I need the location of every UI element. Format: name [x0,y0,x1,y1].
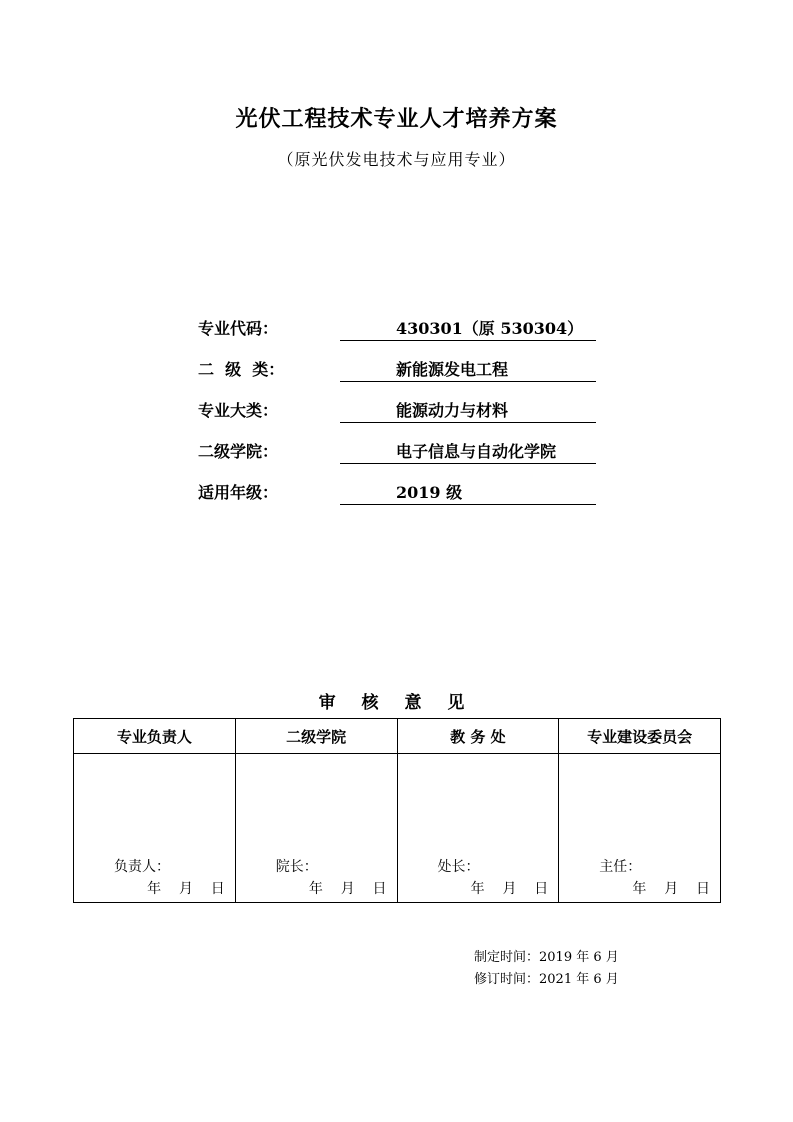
review-cell-college [235,754,397,903]
info-value-field [340,357,596,382]
review-header-committee: 专业建设委员会 [559,719,721,754]
review-sign-row [74,754,721,903]
info-label: 专业代码： [198,319,279,338]
review-cell-academic-affairs [397,754,559,903]
sign-date: 年 月 日 [470,881,549,897]
info-label: 二级学院： [198,442,279,461]
sign-date: 年 月 日 [632,881,710,897]
signer-label: 院长： [275,859,318,875]
info-value: 能源动力与材料 [396,401,509,420]
signer-label: 负责人： [114,859,170,875]
info-row-major-category [198,398,598,426]
info-value: 电子信息与自动化学院 [396,442,557,461]
created-date: 制定时间：2019 年 6 月 [474,950,619,965]
info-row-major-code [198,316,598,344]
review-header-row [74,719,721,754]
info-row-applicable-grade [198,480,598,508]
document-title: 光伏工程技术专业人才培养方案 [235,106,558,132]
sign-date: 年 月 日 [308,881,387,897]
info-value-field [340,480,596,505]
signer-label: 主任： [599,859,642,875]
review-title: 审 核 意 见 [318,693,475,713]
review-cell-committee [559,754,721,903]
review-header-college: 二级学院 [235,719,397,754]
review-header-major-lead: 专业负责人 [74,719,236,754]
document-subtitle: （原光伏发电技术与应用专业） [277,150,516,169]
revised-date: 修订时间：2021 年 6 月 [474,972,619,987]
info-label: 适用年级： [198,483,279,502]
info-row-secondary-class [198,357,598,385]
info-row-college [198,439,598,467]
review-header-academic-affairs: 教 务 处 [397,719,559,754]
info-label: 专业大类： [198,401,279,420]
info-label: 二 级 类： [198,360,285,379]
info-value-field [340,398,596,423]
sign-date: 年 月 日 [147,881,225,897]
info-value-field [340,316,596,341]
info-value: 新能源发电工程 [396,360,509,379]
info-value-field [340,439,596,464]
review-cell-major-lead [74,754,236,903]
info-value: 2019 级 [396,483,463,502]
signer-label: 处长： [437,859,480,875]
info-value: 430301（原 530304） [396,319,584,338]
review-table [73,718,721,903]
